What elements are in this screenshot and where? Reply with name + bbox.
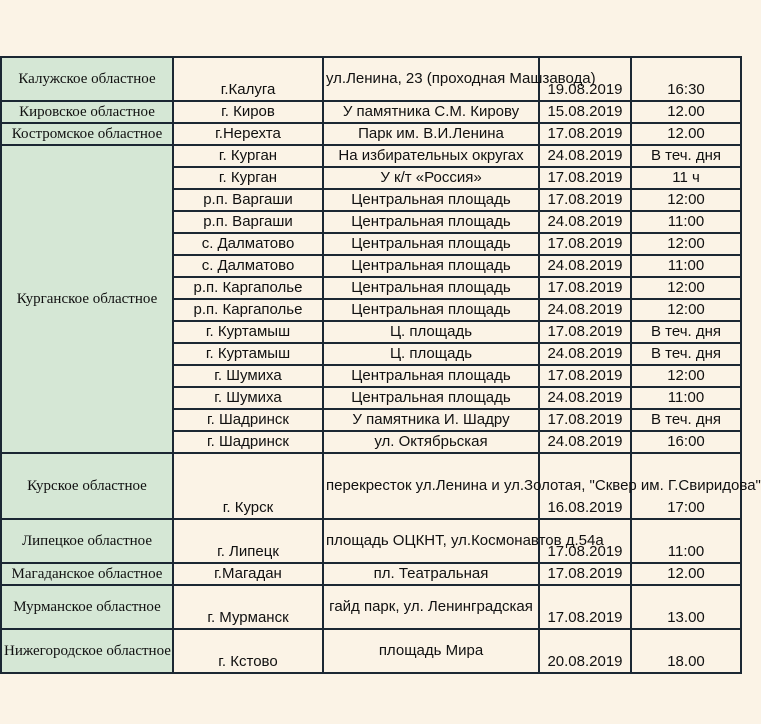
place-cell: Центральная площадь — [323, 277, 539, 299]
city-cell: р.п. Каргаполье — [173, 299, 323, 321]
date-cell: 15.08.2019 — [539, 101, 631, 123]
time-cell: 12.00 — [631, 563, 741, 585]
date-cell: 17.08.2019 — [539, 123, 631, 145]
region-cell: Липецкое областное — [1, 519, 173, 563]
date-cell: 20.08.2019 — [539, 629, 631, 673]
place-cell: Центральная площадь — [323, 387, 539, 409]
city-cell: г. Шумиха — [173, 365, 323, 387]
time-cell: 13.00 — [631, 585, 741, 629]
region-cell: Курское областное — [1, 453, 173, 519]
date-cell: 24.08.2019 — [539, 211, 631, 233]
city-cell: р.п. Каргаполье — [173, 277, 323, 299]
city-cell: р.п. Варгаши — [173, 189, 323, 211]
place-cell: У памятника С.М. Кирову — [323, 101, 539, 123]
city-cell: г. Мурманск — [173, 585, 323, 629]
city-cell: г. Липецк — [173, 519, 323, 563]
place-cell: гайд парк, ул. Ленинградская — [323, 585, 539, 629]
city-cell: с. Далматово — [173, 233, 323, 255]
date-cell: 24.08.2019 — [539, 387, 631, 409]
place-cell: Ц. площадь — [323, 321, 539, 343]
date-cell: 24.08.2019 — [539, 299, 631, 321]
time-cell: 11:00 — [631, 387, 741, 409]
place-cell: У к/т «Россия» — [323, 167, 539, 189]
time-cell: В теч. дня — [631, 321, 741, 343]
city-cell: г. Шумиха — [173, 387, 323, 409]
date-cell: 17.08.2019 — [539, 233, 631, 255]
date-cell: 17.08.2019 — [539, 277, 631, 299]
table-row — [1, 57, 741, 101]
time-cell: 12:00 — [631, 365, 741, 387]
place-cell: ул.Ленина, 23 (проходная Машзавода) — [323, 57, 539, 101]
place-cell: Центральная площадь — [323, 211, 539, 233]
time-cell: В теч. дня — [631, 145, 741, 167]
place-cell: Центральная площадь — [323, 233, 539, 255]
table-row — [1, 629, 741, 673]
city-cell: г. Курган — [173, 145, 323, 167]
city-cell: г. Киров — [173, 101, 323, 123]
time-cell: 11:00 — [631, 255, 741, 277]
city-cell: г.Магадан — [173, 563, 323, 585]
date-cell: 24.08.2019 — [539, 145, 631, 167]
date-cell: 17.08.2019 — [539, 409, 631, 431]
time-cell: 12:00 — [631, 233, 741, 255]
time-cell: 11 ч — [631, 167, 741, 189]
time-cell: 12.00 — [631, 101, 741, 123]
time-cell: 16:30 — [631, 57, 741, 101]
time-cell: 12:00 — [631, 189, 741, 211]
city-cell: г.Нерехта — [173, 123, 323, 145]
place-cell: Центральная площадь — [323, 299, 539, 321]
time-cell: 18.00 — [631, 629, 741, 673]
place-cell: ул. Октябрьская — [323, 431, 539, 453]
date-cell: 16.08.2019 — [539, 453, 631, 519]
city-cell: г. Куртамыш — [173, 343, 323, 365]
region-cell: Кировское областное — [1, 101, 173, 123]
region-cell: Курганское областное — [1, 145, 173, 453]
place-cell: На избирательных округах — [323, 145, 539, 167]
place-cell: Центральная площадь — [323, 255, 539, 277]
city-cell: г. Шадринск — [173, 409, 323, 431]
city-cell: р.п. Варгаши — [173, 211, 323, 233]
table-row — [1, 145, 741, 167]
region-cell: Магаданское областное — [1, 563, 173, 585]
time-cell: 17:00 — [631, 453, 741, 519]
table-row — [1, 585, 741, 629]
region-cell: Нижегородское областное — [1, 629, 173, 673]
city-cell: с. Далматово — [173, 255, 323, 277]
date-cell: 17.08.2019 — [539, 585, 631, 629]
date-cell: 24.08.2019 — [539, 343, 631, 365]
time-cell: 11:00 — [631, 519, 741, 563]
city-cell: г. Курган — [173, 167, 323, 189]
region-cell: Мурманское областное — [1, 585, 173, 629]
city-cell: г. Кстово — [173, 629, 323, 673]
time-cell: 12:00 — [631, 277, 741, 299]
place-cell: пл. Театральная — [323, 563, 539, 585]
place-cell: Центральная площадь — [323, 365, 539, 387]
region-cell: Костромское областное — [1, 123, 173, 145]
table-row — [1, 101, 741, 123]
time-cell: 16:00 — [631, 431, 741, 453]
events-table-body — [1, 57, 761, 673]
city-cell: г.Калуга — [173, 57, 323, 101]
table-row — [1, 123, 741, 145]
city-cell: г. Шадринск — [173, 431, 323, 453]
time-cell: 11:00 — [631, 211, 741, 233]
date-cell: 17.08.2019 — [539, 365, 631, 387]
date-cell: 17.08.2019 — [539, 563, 631, 585]
date-cell: 17.08.2019 — [539, 321, 631, 343]
date-cell: 19.08.2019 — [539, 57, 631, 101]
table-row — [1, 519, 741, 563]
city-cell: г. Куртамыш — [173, 321, 323, 343]
time-cell: 12.00 — [631, 123, 741, 145]
city-cell: г. Курск — [173, 453, 323, 519]
place-cell: площадь ОЦКНТ, ул.Космонавтов д.54а — [323, 519, 539, 563]
place-cell: Парк им. В.И.Ленина — [323, 123, 539, 145]
events-table — [0, 56, 761, 674]
region-cell: Калужское областное — [1, 57, 173, 101]
place-cell: У памятника И. Шадру — [323, 409, 539, 431]
place-cell: перекресток ул.Ленина и ул.Золотая, "Сквер им. Г.Свиридова" — [323, 453, 539, 519]
place-cell: площадь Мира — [323, 629, 539, 673]
date-cell: 17.08.2019 — [539, 167, 631, 189]
table-row — [1, 453, 741, 519]
date-cell: 17.08.2019 — [539, 189, 631, 211]
table-row — [1, 563, 741, 585]
time-cell: В теч. дня — [631, 409, 741, 431]
place-cell: Центральная площадь — [323, 189, 539, 211]
date-cell: 24.08.2019 — [539, 255, 631, 277]
date-cell: 24.08.2019 — [539, 431, 631, 453]
time-cell: 12:00 — [631, 299, 741, 321]
date-cell: 17.08.2019 — [539, 519, 631, 563]
time-cell: В теч. дня — [631, 343, 741, 365]
place-cell: Ц. площадь — [323, 343, 539, 365]
